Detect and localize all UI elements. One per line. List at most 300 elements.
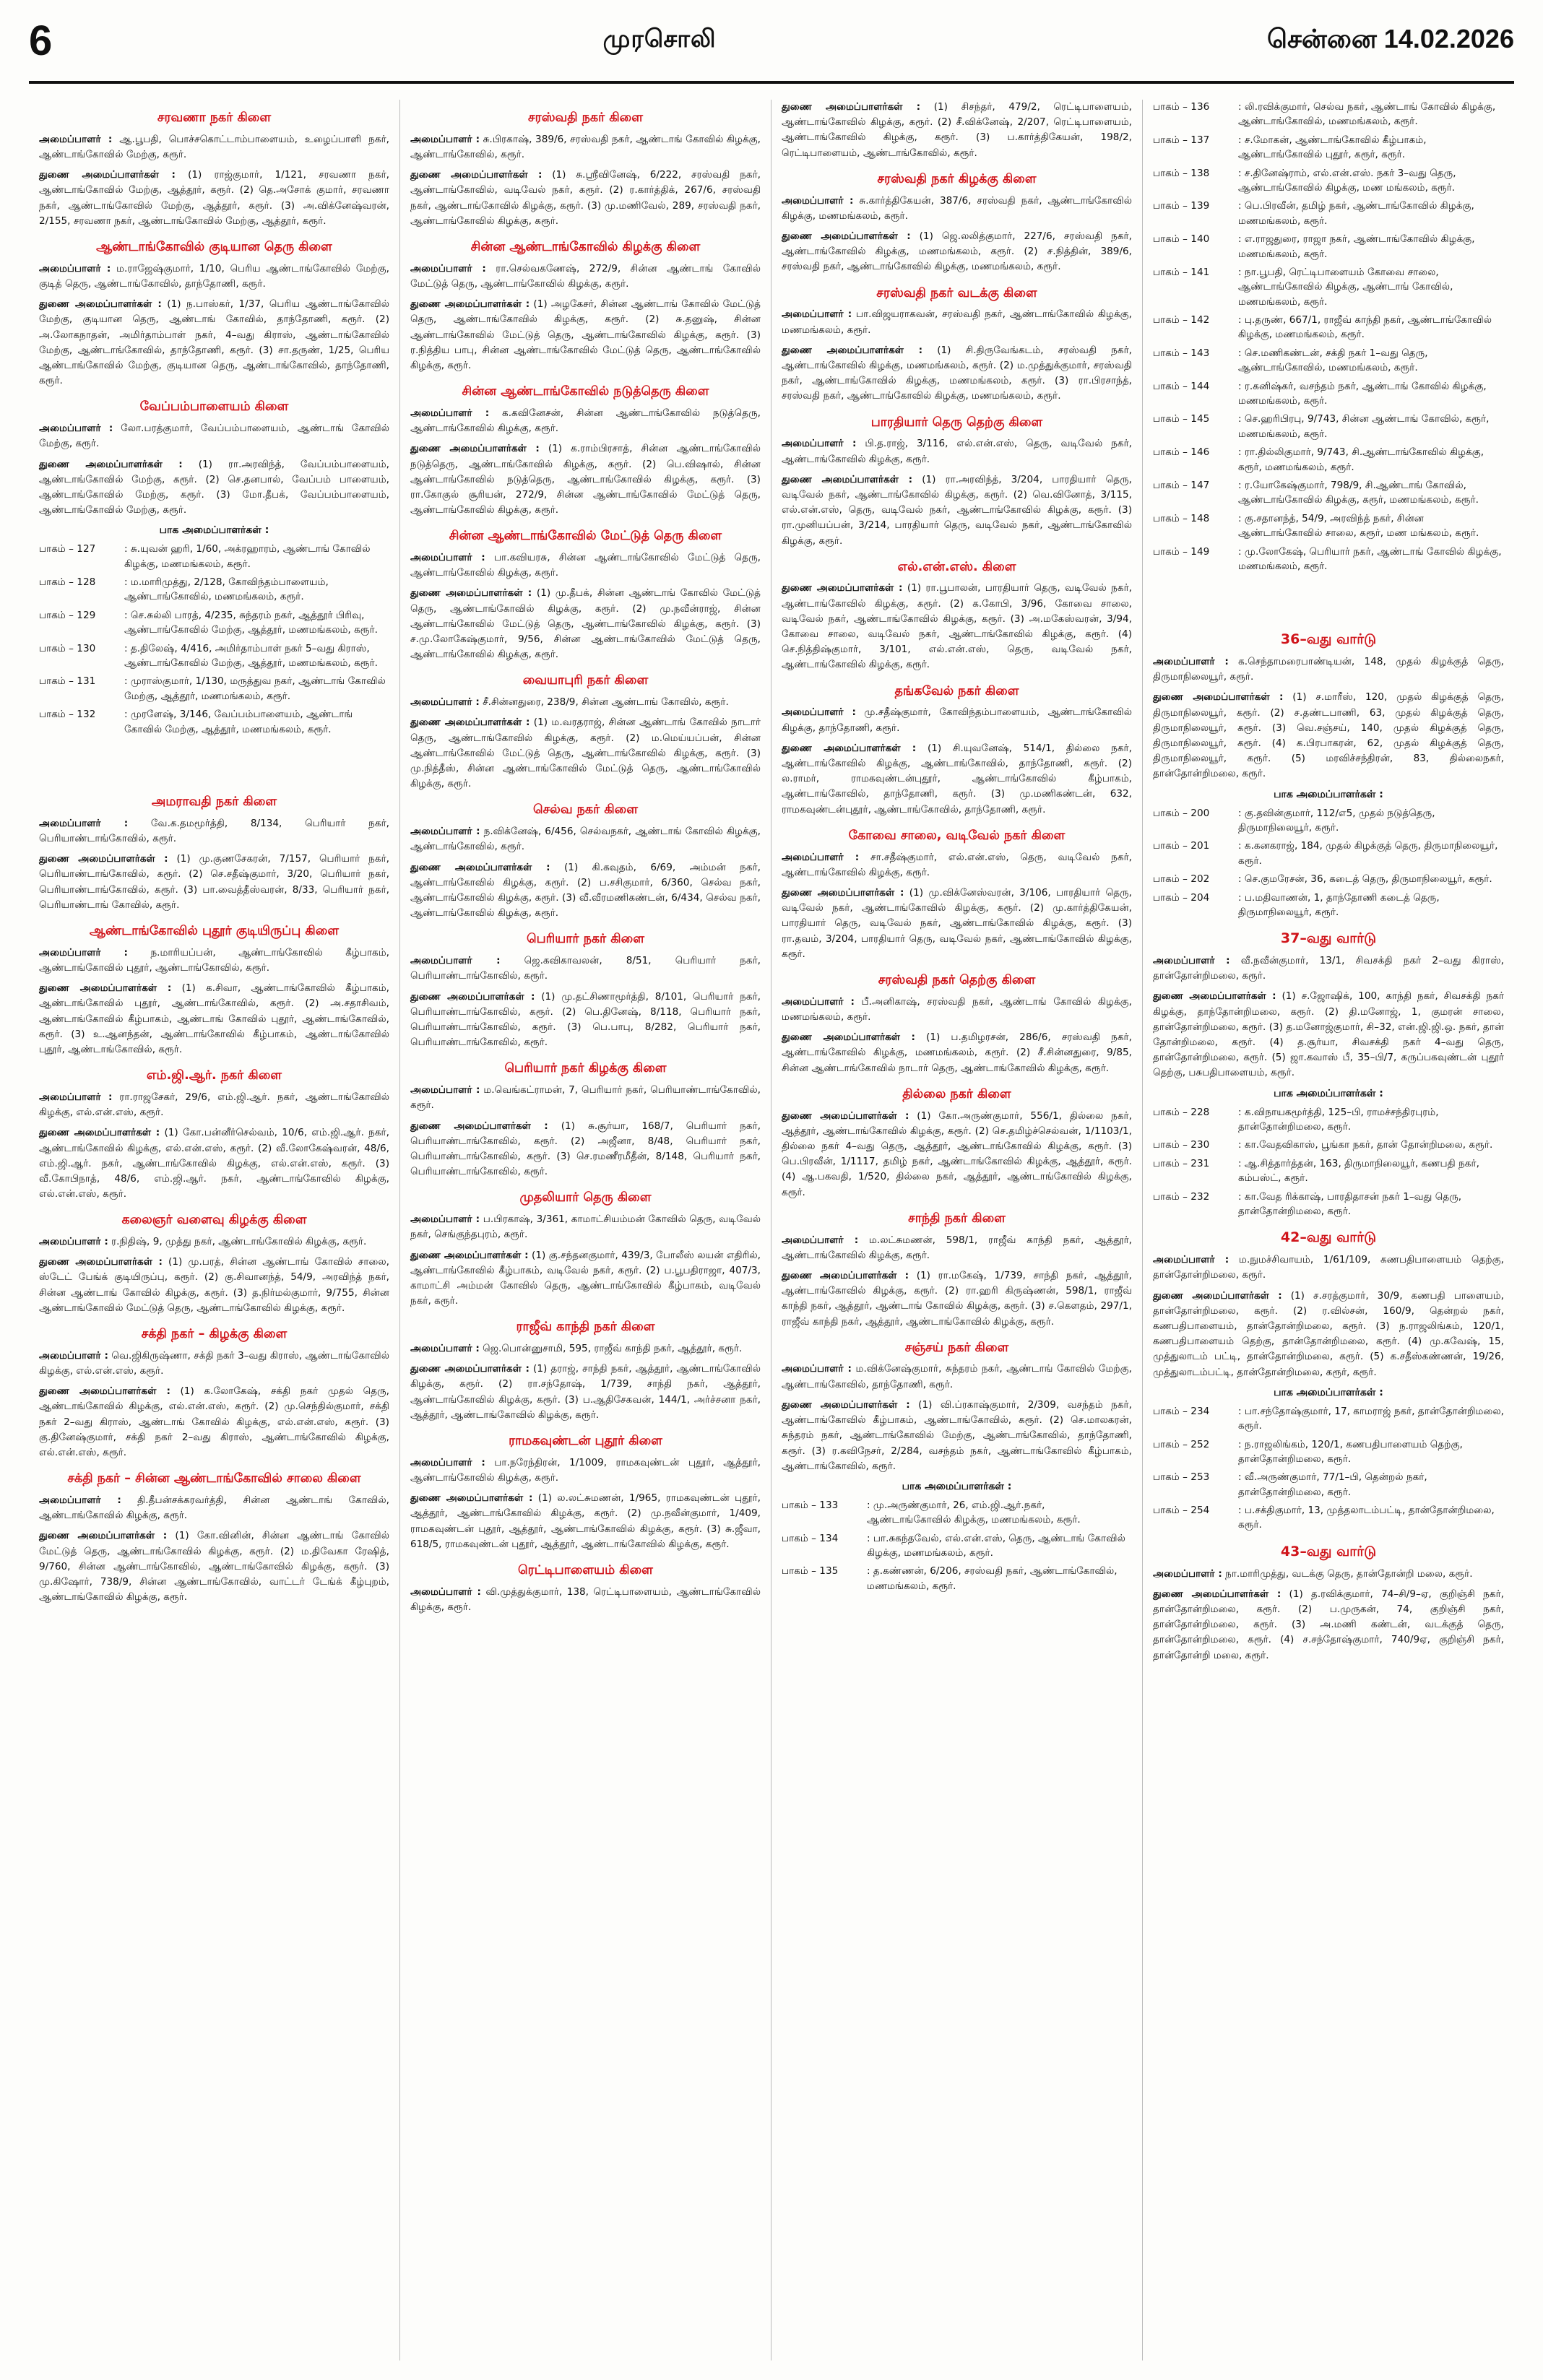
organiser-entry (782, 194, 1132, 224)
part-organisers-heading: பாக அமைப்பாளர்கள் : (1274, 1087, 1383, 1099)
organiser-entry (782, 436, 1132, 467)
role-label: துணை அமைப்பாளர்கள் : (410, 1120, 548, 1132)
branch-heading: தில்லை நகர் கிளை (902, 1086, 1011, 1102)
role-label: துணை அமைப்பாளர்கள் : (410, 861, 550, 873)
part-number: பாகம் – 149 (1153, 545, 1210, 558)
part-entry (1153, 545, 1504, 574)
organiser-details: வெ.ஜிகிருஷ்ணா, சக்தி நகர் 3–வது கிராஸ், ஆண்டாங்கோவில் கிழக்கு, எல்.என்.எஸ், கரூர். (39, 1349, 390, 1377)
part-entry (782, 1498, 1132, 1528)
part-entry (1153, 265, 1504, 309)
organiser-entry (410, 860, 761, 922)
part-number: பாகம் – 202 (1153, 873, 1210, 886)
organiser-details: (1) சு.சூர்யா, 168/7, பெரியார் நகர், பெரியாண்டாங்கோவில், கரூர். (2) அஜீனா, 8/48, பெரியார் நகர், பெரியாண்டாங்கோவில், கரூர். (3) செ.ரமணீரமீதீன், 8/148, பெரியார் நகர், பெரியாண்டாங்கோவில், கரூர். (410, 1120, 761, 1178)
organiser-entry (782, 1268, 1132, 1330)
part-number: பாகம் – 146 (1153, 446, 1210, 459)
column-2 (400, 100, 772, 2360)
branch-heading: அமராவதி நகர் கிளை (151, 795, 277, 809)
part-organiser-details: : செ.சுல்லி பாரத், 4/235, சுந்தரம் நகர், ஆத்தூர் பிரிவு, ஆண்டாங்கோவில் மேற்கு, ஆத்தூர், மணமங்கலம், கரூர். (124, 609, 378, 636)
organiser-details: ந.மாரியப்பன், ஆண்டாங்கோவில் கீழ்பாகம், ஆண்டாங்கோவில் புதூர், ஆண்டாங்கோவில், கரூர். (39, 946, 390, 974)
branch-heading: ஆண்டாங்கோவில் குடியான தெரு கிளை (96, 239, 332, 254)
role-label: துணை அமைப்பாளர்கள் : (782, 230, 911, 242)
part-organiser-details: : க.கனகராஜ், 184, முதல் கிழக்குத் தெரு, திருமாநிலையூர், கரூர். (1238, 840, 1498, 867)
branch-heading: ராஜீவ் காந்தி நகர் கிளை (516, 1320, 655, 1335)
part-organiser-details: : எ.ராஜதுரை, ராஜா நகர், ஆண்டாங்கோவில் கிழக்கு, மணமங்கலம், கரூர். (1238, 233, 1475, 260)
part-organiser-details: : ப.சக்திகுமார், 13, முத்தலாடம்பட்டி, தான்தோன்றிமலை, கரூர். (1238, 1505, 1495, 1531)
organiser-entry (410, 715, 761, 792)
organiser-details: பா.நரேந்திரன், 1/1009, ராமகவுண்டன் புதூர், ஆத்தூர், ஆண்டாங்கோவில் கிழக்கு, கரூர். (410, 1456, 761, 1484)
part-number: பாகம் – 148 (1153, 512, 1210, 524)
organiser-details: (1) ராஜ்குமார், 1/121, சரவணா நகர், ஆண்டாங்கோவில் மேற்கு, ஆத்தூர், கரூர். (2) தெ.அசோக் குமார், சரவணா நகர், ஆண்டாங்கோவில் மேற்கு, ஆத்தூர், கரூர். (3) அ.விக்னேஷ்வரன், 2/155, சரவணா நகர், ஆண்டாங்கோவில் மேற்கு, ஆத்தூர், கரூர். (39, 169, 389, 227)
organiser-entry (410, 1362, 761, 1423)
part-organiser-details: : வீ.அருண்குமார், 77/1–பி, தென்றல் நகர், தான்தோன்றிமலை, கரூர். (1238, 1471, 1427, 1498)
part-entry (39, 641, 389, 671)
role-label: துணை அமைப்பாளர்கள் : (1153, 691, 1284, 704)
part-number: பாகம் – 134 (782, 1532, 839, 1544)
organiser-entry (782, 850, 1132, 880)
ward-heading: 43–வது வார்டு (1280, 1543, 1377, 1559)
role-label: துணை அமைப்பாளர்கள் : (782, 582, 903, 594)
organiser-details: பா.விஜயராகவன், சரஸ்வதி நகர், ஆண்டாங்கோவில் கிழக்கு, மணமங்கலம், கரூர். (782, 308, 1132, 336)
role-label: துணை அமைப்பாளர்கள் : (782, 101, 921, 113)
organiser-entry (1153, 953, 1504, 984)
organiser-entry (1153, 989, 1504, 1081)
role-label: துணை அமைப்பாளர்கள் : (39, 298, 162, 311)
part-number: பாகம் – 253 (1153, 1471, 1210, 1484)
part-number: பாகம் – 127 (39, 543, 96, 555)
part-number: பாகம் – 143 (1153, 347, 1210, 359)
branch-heading: சின்ன ஆண்டாங்கோவில் மேட்டுத் தெரு கிளை (449, 529, 722, 544)
organiser-details: வீ.நவீன்குமார், 13/1, சிவசக்தி நகர் 2–வது கிராஸ், தான்தோன்றிமலை, கரூர். (1153, 955, 1505, 982)
masthead (29, 0, 1514, 84)
organiser-details: (1) ரா.பூபாலன், பாரதியார் தெரு, வடிவேல் நகர், ஆண்டாங்கோவில் கிழக்கு, கரூர். (2) க.கோபி, 3/96, கோவை சாலை, வடிவேல் நகர், ஆண்டாங்கோவில் கிழக்கு, கரூர். (3) அ.மகேஸ்வரன், 3/94, கோவை சாலை, வடிவேல் நகர், ஆண்டாங்கோவில் கிழக்கு, கரூர். (4) செ.நித்திஷ்குமார், 3/101, எல்.என்.எஸ், தெரு, வடிவேல் நகர், ஆண்டாங்கோவில் கிழக்கு, கரூர். (782, 582, 1132, 671)
part-organiser-details: : ம.மாரிமுத்து, 2/128, கோவிந்தம்பாளையம், ஆண்டாங்கோவில், மணமங்கலம், கரூர். (124, 576, 329, 603)
organiser-entry (782, 307, 1132, 337)
role-label: அமைப்பாளர் : (410, 1343, 480, 1355)
part-organiser-details: : செ.குமரேசன், 36, கடைத் தெரு, திருமாநிலையூர், கரூர். (1238, 873, 1492, 886)
role-label: அமைப்பாளர் : (410, 552, 485, 564)
role-label: அமைப்பாளர் : (782, 995, 855, 1008)
organiser-details: ந.விக்னேஷ், 6/456, செல்வநகர், ஆண்டாங் கோவில் கிழக்கு, ஆண்டாங்கோவில், கரூர். (410, 826, 761, 853)
role-label: துணை அமைப்பாளர்கள் : (410, 1249, 529, 1261)
part-number: பாகம் – 145 (1153, 413, 1210, 425)
organiser-entry (410, 1455, 761, 1486)
branch-heading: செல்வ நகர் கிளை (532, 802, 639, 818)
role-label: துணை அமைப்பாளர்கள் : (410, 169, 543, 181)
part-number: பாகம் – 128 (39, 576, 96, 589)
organiser-details: (1) கோ.வினின், சின்ன ஆண்டாங் கோவில் மேட்டுத் தெரு, ஆண்டாங்கோவில் கிழக்கு, கரூர். (2) ம.திவேகா ரேஷித், 9/760, சின்ன ஆண்டாங்கோவில், ஆண்டாங்கோவில் கிழக்கு, கரூர். (3) மு.கிஷோர், 738/9, சின்ன ஆண்டாங்கோவில், வாட்டர் டேங்க் கீழ்புறம், ஆண்டாங்கோவில் கிழக்கு, கரூர். (39, 1530, 389, 1604)
organiser-details: சா.சதீஷ்குமார், எல்.என்.எஸ், தெரு, வடிவேல் நகர், ஆண்டாங்கோவில் கிழக்கு, கரூர். (782, 851, 1133, 878)
part-organiser-details: : செ.மணிகண்டன், சக்தி நகர் 1–வது தெரு, ஆண்டாங்கோவில், மணமங்கலம், கரூர். (1238, 347, 1428, 374)
organiser-entry (39, 1528, 389, 1605)
organiser-details: (1) கோ.அருண்குமார், 556/1, தில்லை நகர், ஆத்தூர், ஆண்டாங்கோவில் கிழக்கு, கரூர். (2) செ.தமிழ்ச்செல்வன், 1/1103/1, தில்லை நகர் 4–வது தெரு, ஆத்தூர், ஆண்டாங்கோவில் கிழக்கு, கரூர். (3) பெ.பிரவீன், 1/1117, தமிழ் நகர், ஆண்டாங்கோவில் கிழக்கு, ஆத்தூர், கரூர். (4) ஆ.பகவதி, 1/520, தில்லை நகர், ஆத்தூர், ஆண்டாங்கோவில் கிழக்கு, கரூர். (782, 1109, 1132, 1198)
organiser-details: மு.சதீஷ்குமார், கோவிந்தம்பாளையம், ஆண்டாங்கோவில் கிழக்கு, தாந்தோணி, கரூர். (782, 706, 1132, 734)
branch-heading: சரஸ்வதி நகர் தெற்கு கிளை (878, 973, 1036, 988)
part-entry (1153, 891, 1504, 920)
part-entry (1153, 232, 1504, 261)
organiser-entry (410, 1248, 761, 1310)
role-label: துணை அமைப்பாளர்கள் : (39, 1256, 163, 1268)
part-entry (1153, 412, 1504, 441)
organiser-entry (39, 1384, 389, 1461)
organiser-entry (782, 100, 1132, 161)
role-label: துணை அமைப்பாளர்கள் : (410, 990, 535, 1003)
organiser-details: ஆ.பூபதி, பொச்சகொட்டாம்பாளையம், உழைப்பாளி நகர், ஆண்டாங்கோவில் மேற்கு, கரூர். (39, 133, 390, 160)
role-label: துணை அமைப்பாளர்கள் : (782, 344, 923, 356)
organiser-entry (782, 741, 1132, 818)
role-label: அமைப்பாளர் : (1153, 1567, 1222, 1580)
organiser-entry (39, 457, 389, 519)
organiser-entry (39, 297, 389, 389)
part-number: பாகம் – 144 (1153, 380, 1210, 392)
part-number: பாகம் – 132 (39, 709, 96, 721)
organiser-details: (1) ரா.அரவிந்த், வேப்பம்பாளையம், ஆண்டாங்கோவில் மேற்கு, கரூர். (2) செ.தனபால், வேப்பம் பாளையம், ஆண்டாங்கோவில் மேற்கு, கரூர். (3) மோ.தீபக், வேப்பம்பாளையம், ஆண்டாங்கோவில் மேற்கு, கரூர். (39, 458, 389, 516)
organiser-details: பி.த.ராஜ், 3/116, எல்.என்.எஸ், தெரு, வடிவேல் நகர், ஆண்டாங்கோவில் கிழக்கு, கரூர். (782, 438, 1133, 465)
role-label: அமைப்பாளர் : (410, 1585, 481, 1598)
part-number: பாகம் – 252 (1153, 1438, 1210, 1450)
organiser-entry (39, 132, 389, 163)
part-number: பாகம் – 136 (1153, 101, 1210, 113)
part-entry (1153, 1138, 1504, 1152)
organiser-details: (1) சி.திருவேங்கடம், சரஸ்வதி நகர், ஆண்டாங்கோவில் கிழக்கு, மணமங்கலம், கரூர். (2) ம.முத்துக்குமார், சரஸ்வதி நகர், ஆண்டாங்கோவில் கிழக்கு, மணமங்கலம், கரூர். (3) ரா.பிரசாந்த், சரஸ்வதி நகர், ஆண்டாங்கோவில் கிழக்கு, மணமங்கலம், கரூர். (782, 344, 1133, 402)
part-organiser-details: : செ.ஹரிபிரபு, 9/743, சின்ன ஆண்டாங் கோவில், கரூர், மணமங்கலம், கரூர். (1238, 413, 1490, 440)
organiser-details: க.கவினேசன், சின்ன ஆண்டாங்கோவில் நடுத்தெரு, ஆண்டாங்கோவில் கிழக்கு, கரூர். (410, 407, 761, 435)
role-label: அமைப்பாளர் : (39, 133, 113, 145)
part-organiser-details: : ர.யோகேஷ்குமார், 798/9, சி.ஆண்டாங் கோவில், ஆண்டாங்கோவில் கிழக்கு, கரூர், மணமங்கலம், கரூர். (1238, 479, 1479, 506)
part-organiser-details: : பா.சந்தோஷ்குமார், 17, காமராஜ் நகர், தான்தோன்றிமலை, கரூர். (1238, 1405, 1504, 1432)
part-organiser-details: : கா.வேதவிகாஸ், பூங்கா நகர், தான் தோன்றிமலை, கரூர். (1238, 1139, 1493, 1151)
part-organiser-details: : ச.தினேஷ்ராம், எல்.என்.எஸ். நகர் 3–வது தெரு, ஆண்டாங்கோவில் கிழக்கு, மண மங்கலம், கரூர். (1238, 167, 1456, 194)
part-entry (1153, 166, 1504, 196)
organiser-entry (410, 695, 761, 710)
organiser-entry (39, 1493, 389, 1523)
role-label: அமைப்பாளர் : (410, 133, 480, 145)
organiser-details: ஜெ.கவிகாவலன், 8/51, பெரியார் நகர், பெரியாண்டாங்கோவில், கரூர். (410, 955, 761, 982)
organiser-details: (1) ஜெ.லலித்குமார், 227/6, சரஸ்வதி நகர், ஆண்டாங்கோவில் கிழக்கு, மணமங்கலம், கரூர். (2) ச.நித்தின், 389/6, சரஸ்வதி நகர், ஆண்டாங்கோவில் கிழக்கு, மணமங்கலம், கரூர். (782, 230, 1132, 273)
part-organiser-details: : க.விநாயகமூர்த்தி, 125–பி, ராமச்சந்திரபுரம், தான்தோன்றிமலை, கரூர். (1238, 1106, 1439, 1133)
organiser-entry (782, 581, 1132, 672)
part-entry (1153, 133, 1504, 163)
role-label: அமைப்பாளர் : (39, 423, 113, 435)
part-organisers-heading: பாக அமைப்பாளர்கள் : (902, 1480, 1012, 1492)
part-number: பாகம் – 142 (1153, 314, 1210, 326)
role-label: அமைப்பாளர் : (39, 946, 128, 959)
organiser-entry (39, 168, 389, 229)
role-label: துணை அமைப்பாளர்கள் : (410, 443, 540, 455)
organiser-entry (782, 1233, 1132, 1263)
column-spacer (39, 740, 389, 784)
part-organisers-heading: பாக அமைப்பாளர்கள் : (1274, 788, 1383, 800)
organiser-details: (1) ந.பாஸ்கர், 1/37, பெரிய ஆண்டாங்கோவில் மேற்கு, குடியான தெரு, ஆண்டாங் கோவில், தாந்தோணி, கரூர். (2) அ.லோகநாதன், அமிர்தாம்பாள் நகர், 4–வது கிராஸ், ஆண்டாங்கோவில் மேற்கு, ஆண்டாங்கோவில், தாந்தோணி, கரூர். (3) சா.தருண், 1/25, பெரிய ஆண்டாங்கோவில் மேற்கு, குடியான தெரு, ஆண்டாங்கோவில், தாந்தோணி, கரூர். (39, 298, 389, 387)
role-label: அமைப்பாளர் : (39, 1236, 108, 1248)
organiser-details: (1) க.ராம்பிரசாத், சின்ன ஆண்டாங்கோவில் நடுத்தெரு, ஆண்டாங்கோவில் கிழக்கு, கரூர். (2) பெ.விஷால், சின்ன ஆண்டாங்கோவில் நடுத்தெரு, ஆண்டாங்கோவில் கிழக்கு, கரூர். (3) ரா.கோகுல் சூரியன், 272/9, சின்ன ஆண்டாங்கோவில் மேட்டுத் தெரு, ஆண்டாங்கோவில் கிழக்கு, கரூர். (410, 443, 761, 516)
branch-heading: சின்ன ஆண்டாங்கோவில் கிழக்கு கிளை (470, 239, 701, 254)
organiser-entry (410, 550, 761, 581)
organiser-details: பீ.அனிகாஷ், சரஸ்வதி நகர், ஆண்டாங் கோவில் கிழக்கு, மணமங்கலம், கரூர். (782, 995, 1133, 1023)
organiser-entry (782, 229, 1132, 275)
organiser-entry (782, 343, 1132, 404)
role-label: அமைப்பாளர் : (782, 851, 860, 863)
role-label: அமைப்பாளர் : (39, 1349, 108, 1362)
organiser-details: (1) ப.தமிழரசன், 286/6, சரஸ்வதி நகர், ஆண்டாங்கோவில் கிழக்கு, மணமங்கலம், கரூர். (2) சீ.சின்னதுரை, 9/85, சின்ன ஆண்டாங்கோவில் நாடார் தெரு, ஆண்டாங்கோவில் கிழக்கு, கரூர். (782, 1031, 1132, 1074)
column-spacer (1153, 577, 1504, 620)
role-label: அமைப்பாளர் : (39, 1494, 121, 1506)
part-entry (1153, 839, 1504, 868)
organiser-entry (1153, 690, 1504, 782)
part-number: பாகம் – 254 (1153, 1505, 1210, 1517)
part-number: பாகம் – 200 (1153, 807, 1210, 819)
part-organiser-details: : கு.தவின்குமார், 112/எ5, முதல் நடுத்தெரு, திருமாநிலையூர், கரூர். (1238, 807, 1435, 834)
branch-heading: கோவை சாலை, வடிவேல் நகர் கிளை (848, 828, 1066, 843)
column-4 (1143, 100, 1514, 2360)
part-number: பாகம் – 141 (1153, 266, 1210, 278)
organiser-entry (39, 945, 389, 976)
branch-heading: எம்.ஜி.ஆர். நகர் கிளை (146, 1068, 282, 1083)
part-entry (1153, 1503, 1504, 1533)
organiser-details: சு.கார்த்திகேயன், 387/6, சரஸ்வதி நகர், ஆண்டாங்கோவில் கிழக்கு, மணமங்கலம், கரூர். (782, 194, 1133, 222)
organiser-entry (39, 421, 389, 451)
organiser-entry (410, 132, 761, 163)
organiser-details: (1) மு.பரத், சின்ன ஆண்டாங் கோவில் சாலை, ஸ்டேட் பேங்க் குடியிருப்பு, கரூர். (2) கு.சிவானந்த், 54/9, அரவிந்த் நகர், சின்ன ஆண்டாங் கோவில் கிழக்கு, கரூர். (3) த.நிர்மல்குமார், 9/755, சின்ன ஆண்டாங்கோவில் மேட்டுத் தெரு, ஆண்டாங்கோவில் கிழக்கு, கரூர். (39, 1256, 389, 1314)
branch-heading: பாரதியார் தெரு தெற்கு கிளை (870, 415, 1043, 430)
organiser-details: ம.நுமச்சிவாயம், 1/61/109, கணபதிபாளையம் தெற்கு, தான்தோன்றிமலை, கரூர். (1153, 1254, 1505, 1281)
role-label: துணை அமைப்பாளர்கள் : (39, 1385, 170, 1398)
part-entry (1153, 1470, 1504, 1500)
organiser-details: (1) ரா.மகேஷ், 1/739, சாந்தி நகர், ஆத்தூர், ஆண்டாங்கோவில் கிழக்கு, கரூர். (2) ரா.ஹரி கிருஷ்ணன், 598/1, ராஜீவ் காந்தி நகர், ஆத்தூர், ஆண்டாங் கோவில் கிழக்கு, கரூர். (3) ச.கௌதம், 297/1, ராஜீவ் காந்தி நகர், ஆத்தூர், ஆண்டாங்கோவில் கிழக்கு, கரூர். (782, 1269, 1132, 1328)
role-label: துணை அமைப்பாளர்கள் : (410, 298, 530, 311)
organiser-details: (1) ம.வரதராஜ், சின்ன ஆண்டாங் கோவில் நாடார் தெரு, ஆண்டாங்கோவில் கிழக்கு, கரூர். (2) ம.மெய்யப்பன், சின்ன ஆண்டாங்கோவில் மேட்டுத் தெரு, ஆண்டாங்கோவில் கிழக்கு, கரூர். (3) மு.நித்தீஸ், சின்ன ஆண்டாங்கோவில் மேட்டுத் தெரு, ஆண்டாங்கோவில் கிழக்கு, கரூர். (410, 717, 761, 790)
organiser-entry (1153, 1252, 1504, 1283)
part-entry (39, 674, 389, 704)
organiser-details: க.செந்தாமரைபாண்டியன், 148, முதல் கிழக்குத் தெரு, திருமாநிலையூர், கரூர். (1153, 656, 1504, 683)
part-entry (1153, 346, 1504, 376)
organiser-details: (1) அழகேசர், சின்ன ஆண்டாங் கோவில் மேட்டுத் தெரு, ஆண்டாங்கோவில் கிழக்கு, கரூர். (2) சு.தனுஷ், சின்ன ஆண்டாங்கோவில் மேட்டுத் தெரு, ஆண்டாங்கோவில் கிழக்கு, கரூர். (3) ர.நித்திய பாபு, சின்ன ஆண்டாங்கோவில் மேட்டுத் தெரு, ஆண்டாங்கோவில் கிழக்கு, கரூர். (410, 298, 761, 371)
role-label: அமைப்பாளர் : (410, 1213, 480, 1226)
role-label: அமைப்பாளர் : (410, 1456, 485, 1468)
branch-heading: எல்.என்.எஸ். கிளை (897, 559, 1016, 574)
role-label: துணை அமைப்பாளர்கள் : (782, 473, 913, 485)
organiser-entry (782, 886, 1132, 962)
role-label: அமைப்பாளர் : (39, 262, 111, 274)
organiser-details: (1) மு.விக்னேஸ்வரன், 3/106, பாரதியார் தெரு, வடிவேல் நகர், ஆண்டாங்கோவில் கிழக்கு, கரூர். (2) மு.கார்த்திகேயன், பாரதியார் தெரு, வடிவேல் நகர், ஆண்டாங்கோவில் கிழக்கு, கரூர். (3) ரா.தவம், 3/204, பாரதியார் தெரு, வடிவேல் நகர், ஆண்டாங்கோவில் கிழக்கு, கரூர். (782, 887, 1132, 960)
organiser-entry (782, 1362, 1132, 1392)
part-number: பாகம் – 129 (39, 609, 96, 621)
role-label: அமைப்பாளர் : (782, 438, 857, 450)
organiser-details: (1) கு.சந்தனகுமார், 439/3, போலீஸ் லயன் எதிரில், ஆண்டாங்கோவில் கீழ்பாகம், வடிவேல் நகர், கரூர். (2) ப.பூபதிராஜா, 407/3, காமாட்சி அம்மன் கோவில் தெரு, ஆண்டாங்கோவில் கீழ்பாகம், வடிவேல் நகர், கரூர். (410, 1249, 761, 1307)
part-entry (1153, 1404, 1504, 1434)
part-number: பாகம் – 131 (39, 675, 96, 688)
newspaper-title: முரசொலி (602, 25, 717, 53)
organiser-details: ம.விக்னேஷ்குமார், சுந்தரம் நகர், ஆண்டாங் கோவில் மேற்கு, ஆண்டாங்கோவில், தாந்தோணி, கரூர். (782, 1363, 1132, 1390)
organiser-entry (1153, 1587, 1504, 1663)
organiser-details: ப.பிரகாஷ், 3/361, காமாட்சியம்மன் கோவில் தெரு, வடிவேல் நகர், செங்குந்தபுரம், கரூர். (410, 1213, 761, 1241)
branch-heading: வையாபுரி நகர் கிளை (522, 673, 649, 688)
branch-heading: முதலியார் தெரு கிளை (519, 1190, 652, 1206)
branch-heading: சரஸ்வதி நகர் கிழக்கு கிளை (877, 171, 1037, 186)
role-label: அமைப்பாளர் : (782, 706, 856, 719)
part-entry (39, 542, 389, 571)
organiser-entry (1153, 1567, 1504, 1582)
part-organiser-details: : ப.மதிவாணன், 1, தாந்தோணி கடைத் தெரு, திருமாநிலையூர், கரூர். (1238, 891, 1440, 918)
part-organiser-details: : கா.வேத ரிக்காஷ், பாரதிதாசன் நகர் 1–வது தெரு, தான்தோன்றிமலை, கரூர். (1238, 1190, 1462, 1218)
organiser-entry (782, 472, 1132, 549)
role-label: துணை அமைப்பாளர்கள் : (39, 982, 172, 995)
role-label: துணை அமைப்பாளர்கள் : (782, 742, 917, 754)
organiser-entry (410, 586, 761, 662)
organiser-entry (410, 1083, 761, 1113)
organiser-details: ரா.ராஜசேகர், 29/6, எம்.ஜி.ஆர். நகர், ஆண்டாங்கோவில் கிழக்கு, எல்.என்.எஸ், கரூர். (39, 1091, 389, 1119)
column-3 (772, 100, 1143, 2360)
organiser-entry (410, 168, 761, 229)
ward-heading: 42–வது வார்டு (1280, 1229, 1377, 1246)
part-entry (1153, 511, 1504, 541)
part-number: பாகம் – 230 (1153, 1139, 1210, 1151)
organiser-entry (410, 441, 761, 518)
role-label: துணை அமைப்பாளர்கள் : (39, 1127, 160, 1139)
part-entry (1153, 445, 1504, 475)
branch-heading: ரெட்டிபாளையம் கிளை (518, 1563, 653, 1578)
organiser-entry (39, 1125, 389, 1202)
organiser-entry (39, 1234, 389, 1250)
role-label: அமைப்பாளர் : (39, 817, 129, 829)
organiser-details: (1) ரா.அரவிந்த், 3/204, பாரதியார் தெரு, வடிவேல் நகர், ஆண்டாங்கோவில் கிழக்கு, கரூர். (2) வெ.வினோத், 3/115, எல்.என்.எஸ், தெரு, வடிவேல் நகர், ஆண்டாங்கோவில் கிழக்கு, கரூர். (3) ரா.முனியப்பன், 3/214, பாரதியார் தெரு, வடிவேல் நகர், ஆண்டாங்கோவில் கிழக்கு, கரூர். (782, 473, 1132, 547)
role-label: துணை அமைப்பாளர்கள் : (410, 587, 532, 600)
organiser-details: லோ.பரத்குமார், வேப்பம்பாளையம், ஆண்டாங் கோவில் மேற்கு, கரூர். (39, 423, 389, 450)
organiser-details: பா.கவியரசு, சின்ன ஆண்டாங்கோவில் மேட்டுத் தெரு, ஆண்டாங்கோவில் கிழக்கு, கரூர். (410, 552, 761, 579)
role-label: துணை அமைப்பாளர்கள் : (410, 1363, 530, 1375)
part-entry (1153, 1105, 1504, 1135)
organiser-details: ம.லட்சுமணன், 598/1, ராஜீவ் காந்தி நகர், ஆத்தூர், ஆண்டாங்கோவில் கிழக்கு, கரூர். (782, 1234, 1132, 1261)
part-number: பாகம் – 234 (1153, 1405, 1210, 1417)
organiser-details: ர.நிதிஷ், 9, முத்து நகர், ஆண்டாங்கோவில் கிழக்கு, கரூர். (111, 1236, 367, 1248)
part-organiser-details: : முரளேஷ், 3/146, வேப்பம்பாளையம், ஆண்டாங் கோவில் மேற்கு, ஆத்தூர், மணமங்கலம், கரூர். (124, 709, 353, 735)
part-entry (1153, 1437, 1504, 1467)
role-label: துணை அமைப்பாளர்கள் : (1153, 990, 1276, 1003)
part-number: பாகம் – 232 (1153, 1190, 1210, 1203)
organiser-entry (39, 261, 389, 292)
part-organiser-details: : ச.மோகன், ஆண்டாங்கோவில் கீழ்பாகம், ஆண்டாங்கோவில் புதூர், கரூர், கரூர். (1238, 134, 1427, 161)
role-label: அமைப்பாளர் : (410, 407, 490, 419)
edition-date: சென்னை 14.02.2026 (1266, 23, 1514, 53)
columns (29, 84, 1514, 2360)
organiser-entry (39, 981, 389, 1057)
role-label: துணை அமைப்பாளர்கள் : (782, 1269, 909, 1281)
role-label: துணை அமைப்பாளர்கள் : (782, 1109, 909, 1122)
role-label: துணை அமைப்பாளர்கள் : (410, 1492, 533, 1505)
branch-heading: சரவணா நகர் கிளை (157, 111, 272, 125)
organiser-details: (1) க.லோகேஷ், சக்தி நகர் முதல் தெரு, ஆண்டாங்கோவில் கிழக்கு, எல்.என்.எஸ், கரூர். (2) மு.செந்தில்குமார், சக்தி நகர் 2–வது கிராஸ், ஆண்டாங் கோவில் கிழக்கு, எல்.என்.எஸ், கரூர். (3) கு.தினேஷ்குமார், சக்தி நகர் 2–வது கிராஸ், ஆண்டாங்கோவில் கிழக்கு, எல்.என்.எஸ், கரூர். (39, 1385, 389, 1459)
part-entry (1153, 379, 1504, 409)
role-label: துணை அமைப்பாளர்கள் : (1153, 1588, 1281, 1600)
part-number: பாகம் – 201 (1153, 840, 1210, 852)
part-organiser-details: : மு.லோகேஷ், பெரியார் நகர், ஆண்டாங் கோவில் கிழக்கு, மணமங்கலம், கரூர். (1238, 545, 1502, 572)
branch-heading: பெரியார் நகர் கிழக்கு கிளை (504, 1061, 667, 1076)
organiser-details: ம.ராஜேஷ்குமார், 1/10, பெரிய ஆண்டாங்கோவில் மேற்கு, குடித் தெரு, ஆண்டாங்கோவில், தாந்தோணி, கரூர். (39, 262, 390, 290)
part-organisers-heading: பாக அமைப்பாளர்கள் : (1274, 1386, 1383, 1398)
role-label: துணை அமைப்பாளர்கள் : (39, 458, 183, 470)
part-organisers-heading: பாக அமைப்பாளர்கள் : (159, 524, 269, 537)
part-number: பாகம் – 135 (782, 1565, 839, 1578)
role-label: அமைப்பாளர் : (410, 955, 501, 967)
organiser-details: ஜெ.பொன்னுசாமி, 595, ராஜீவ் காந்தி நகர், ஆத்தூர், கரூர். (483, 1343, 743, 1355)
role-label: அமைப்பாளர் : (410, 696, 480, 709)
branch-heading: ராமகவுண்டன் புதூர் கிளை (509, 1434, 662, 1449)
branch-heading: சரஸ்வதி நகர் கிளை (527, 111, 644, 125)
organiser-details: ரா.செல்வகணேஷ், 272/9, சின்ன ஆண்டாங் கோவில் மேட்டுத் தெரு, ஆண்டாங்கோவில் கிழக்கு, கரூர். (410, 262, 761, 290)
organiser-details: (1) வி.ப்ரகாஷ்குமார், 2/309, வசந்தம் நகர், ஆண்டாங்கோவில் கீழ்பாகம், ஆண்டாங்கோவில், கரூர். (2) செ.மாலகரன், சுந்தரம் நகர், ஆண்டாங்கோவில் மேற்கு, ஆண்டாங்கோவில், தாந்தோணி, கரூர். (3) ர.கவிநேசர், 2/284, வசந்தம் நகர், ஆண்டாங்கோவில் கீழ்பாகம், ஆண்டாங்கோவில், கரூர். (782, 1398, 1132, 1472)
role-label: துணை அமைப்பாளர்கள் : (39, 1530, 168, 1542)
organiser-entry (410, 297, 761, 373)
part-entry (1153, 872, 1504, 886)
branch-heading: ஆண்டாங்கோவில் புதூர் குடியிருப்பு கிளை (89, 923, 340, 938)
part-organiser-details: : சு.யுவன் ஹரி, 1/60, அக்ரஹாரம், ஆண்டாங் கோவில் கிழக்கு, மணமங்கலம், கரூர். (124, 543, 371, 570)
organiser-details: ம.வெங்கட்ராமன், 7, பெரியார் நகர், பெரியாண்டாங்கோவில், கரூர். (410, 1084, 761, 1112)
organiser-entry (39, 852, 389, 913)
part-organiser-details: : பெ.பிரவீன், தமிழ் நகர், ஆண்டாங்கோவில் கிழக்கு, மணமங்கலம், கரூர். (1238, 200, 1474, 227)
part-entry (782, 1564, 1132, 1593)
branch-heading: பெரியார் நகர் கிளை (527, 932, 644, 947)
organiser-details: (1) ல.லட்சுமணன், 1/965, ராமகவுண்டன் புதூர், ஆத்தூர், ஆண்டாங்கோவில் கிழக்கு, கரூர். (2) மு.நவீன்குமார், 1/409, ராமகவுண்டன் புதூர், ஆத்தூர், ஆண்டாங்கோவில் கிழக்கு, கரூர். (3) சு.ஜீவா, 618/5, ராமகவுண்டன் புதூர், ஆத்தூர், ஆண்டாங்கோவில் கிழக்கு, கரூர். (410, 1492, 761, 1550)
organiser-details: (1) த.ரவிக்குமார், 74–சி/9–ஏ, குறிஞ்சி நகர், தான்தோன்றிமலை, கரூர். (2) ப.முருகன், 74, குறிஞ்சி நகர், தான்தோன்றிமலை, கரூர். (3) அ.மணி கண்டன், வடக்குத் தெரு, தான்தோன்றிமலை, கரூர். (4) ச.சந்தோஷ்குமார், 740/9ஏ, குறிஞ்சி நகர், தான்தோன்றி மலை, கரூர். (1153, 1588, 1504, 1661)
role-label: அமைப்பாளர் : (39, 1091, 113, 1103)
part-entry (1153, 199, 1504, 228)
organiser-details: (1) சிசந்தர், 479/2, ரெட்டிபாளையம், ஆண்டாங்கோவில் கிழக்கு, கரூர். (2) சீ.விக்னேஷ், 2/207, ரெட்டிபாளையம், ஆண்டாங்கோவில் கிழக்கு, கரூர். (3) ப.கார்த்திகேயன், 198/2, ரெட்டிபாளையம், ஆண்டாங்கோவில், கரூர். (782, 101, 1132, 159)
organiser-entry (410, 406, 761, 436)
page-number: 6 (29, 17, 53, 64)
organiser-details: (1) க.சிவா, ஆண்டாங்கோவில் கீழ்பாகம், ஆண்டாங்கோவில் புதூர், ஆண்டாங்கோவில், கரூர். (2) அ.சதாசிவம், ஆண்டாங்கோவில் கீழ்பாகம், ஆண்டாங் கோவில் புதூர், ஆண்டாங்கோவில், கரூர். (3) உ.ஆனந்தன், ஆண்டாங்கோவில் கீழ்பாகம், ஆண்டாங்கோவில் புதூர், ஆண்டாங்கோவில், கரூர். (39, 982, 389, 1055)
part-organiser-details: : ரா.தில்லிகுமார், 9/743, சி.ஆண்டாங்கோவில் கிழக்கு, கரூர், மணமங்கலம், கரூர். (1238, 446, 1484, 473)
part-number: பாகம் – 137 (1153, 134, 1210, 146)
organiser-details: (1) மு.குணசேகரன், 7/157, பெரியார் நகர், பெரியாண்டாங்கோவில், கரூர். (2) செ.சதீஷ்குமார், 3/20, பெரியார் நகர், பெரியாண்டாங்கோவில், கரூர். (3) பா.வைத்தீஸ்வரன், 8/33, பெரியார் நகர், பெரியாண்டாங் கோவில், கரூர். (39, 853, 389, 911)
organiser-entry (782, 1030, 1132, 1076)
organiser-entry (782, 1109, 1132, 1200)
part-number: பாகம் – 204 (1153, 891, 1210, 904)
organiser-details: (1) மு.தீபக், சின்ன ஆண்டாங் கோவில் மேட்டுத் தெரு, ஆண்டாங்கோவில் கிழக்கு, கரூர். (2) மு.நவீன்ராஜ், சின்ன ஆண்டாங்கோவில் மேட்டுத் தெரு, ஆண்டாங்கோவில் கிழக்கு, கரூர். (3) ச.மு.லோகேஷ்குமார், 9/56, சின்ன ஆண்டாங்கோவில் மேட்டுத் தெரு, ஆண்டாங்கோவில் கிழக்கு, கரூர். (410, 587, 761, 661)
role-label: அமைப்பாளர் : (410, 826, 480, 838)
part-entry (782, 1531, 1132, 1561)
role-label: துணை அமைப்பாளர்கள் : (1153, 1289, 1282, 1302)
organiser-entry (410, 1119, 761, 1180)
part-organiser-details: : ர.கனிஷ்கர், வசந்தம் நகர், ஆண்டாங் கோவில் கிழக்கு, மணமங்கலம், கரூர். (1238, 380, 1487, 407)
branch-heading: தங்கவேல் நகர் கிளை (894, 683, 1019, 698)
role-label: துணை அமைப்பாளர்கள் : (782, 1031, 915, 1044)
role-label: துணை அமைப்பாளர்கள் : (39, 853, 168, 865)
part-organiser-details: : த.திலேஷ், 4/416, அமிர்தாம்பாள் நகர் 5–வது கிராஸ், ஆண்டாங்கோவில் மேற்கு, ஆத்தூர், மணமங்கலம், கரூர். (124, 642, 378, 670)
part-entry (1153, 1190, 1504, 1219)
part-number: பாகம் – 139 (1153, 200, 1210, 212)
organiser-entry (39, 816, 389, 847)
organiser-entry (782, 705, 1132, 735)
organiser-details: (1) கோ.பன்னீர்செல்வம், 10/6, எம்.ஜி.ஆர். நகர், ஆண்டாங்கோவில் கிழக்கு, எல்.என்.எஸ், கரூர். (2) வீ.லோகேஷ்வரன், 48/6, எம்.ஜி.ஆர். நகர், ஆண்டாங்கோவில் கிழக்கு, எல்.என்.எஸ், கரூர். (3) வீ.கோபிநாத், 48/6, எம்.ஜி.ஆர். நகர், ஆண்டாங்கோவில் கிழக்கு, எல்.என்.எஸ், கரூர். (39, 1127, 389, 1200)
role-label: அமைப்பாளர் : (782, 194, 854, 207)
organiser-entry (410, 1491, 761, 1552)
organiser-details: (1) கி.கவுதம், 6/69, அம்மன் நகர், ஆண்டாங்கோவில் கிழக்கு, கரூர். (2) ப.சசிகுமார், 6/360, செல்வ நகர், ஆண்டாங்கோவில் கிழக்கு, கரூர். (3) வீ.வீரமணிகண்டன், 6/434, செல்வ நகர், ஆண்டாங்கோவில் கிழக்கு, கரூர். (410, 861, 761, 919)
part-organiser-details: : நா.பூபதி, ரெட்டிபாளையம் கோவை சாலை, ஆண்டாங்கோவில் கிழக்கு, ஆண்டாங் கோவில், மணமங்கலம், கரூர். (1238, 266, 1453, 308)
part-organiser-details: : பு.தருண், 667/1, ராஜீவ் காந்தி நகர், ஆண்டாங்கோவில் கிழக்கு, மணமங்கலம், கரூர். (1238, 314, 1492, 341)
organiser-entry (39, 1349, 389, 1379)
part-entry (1153, 1156, 1504, 1186)
organiser-entry (410, 261, 761, 292)
part-entry (39, 575, 389, 605)
organiser-entry (782, 995, 1132, 1025)
organiser-details: சு.பிரகாஷ், 389/6, சரஸ்வதி நகர், ஆண்டாங் கோவில் கிழக்கு, ஆண்டாங்கோவில், கரூர். (410, 133, 761, 160)
part-organiser-details: : ந.ராஜலிங்கம், 120/1, கணபதிபாளையம் தெற்கு, தான்தோன்றிமலை, கரூர். (1238, 1438, 1463, 1465)
branch-heading: சக்தி நகர் – கிழக்கு கிளை (141, 1327, 288, 1342)
organiser-entry (1153, 1289, 1504, 1380)
role-label: துணை அமைப்பாளர்கள் : (782, 887, 904, 899)
part-entry (1153, 478, 1504, 508)
role-label: அமைப்பாளர் : (1153, 656, 1229, 668)
part-entry (39, 608, 389, 638)
